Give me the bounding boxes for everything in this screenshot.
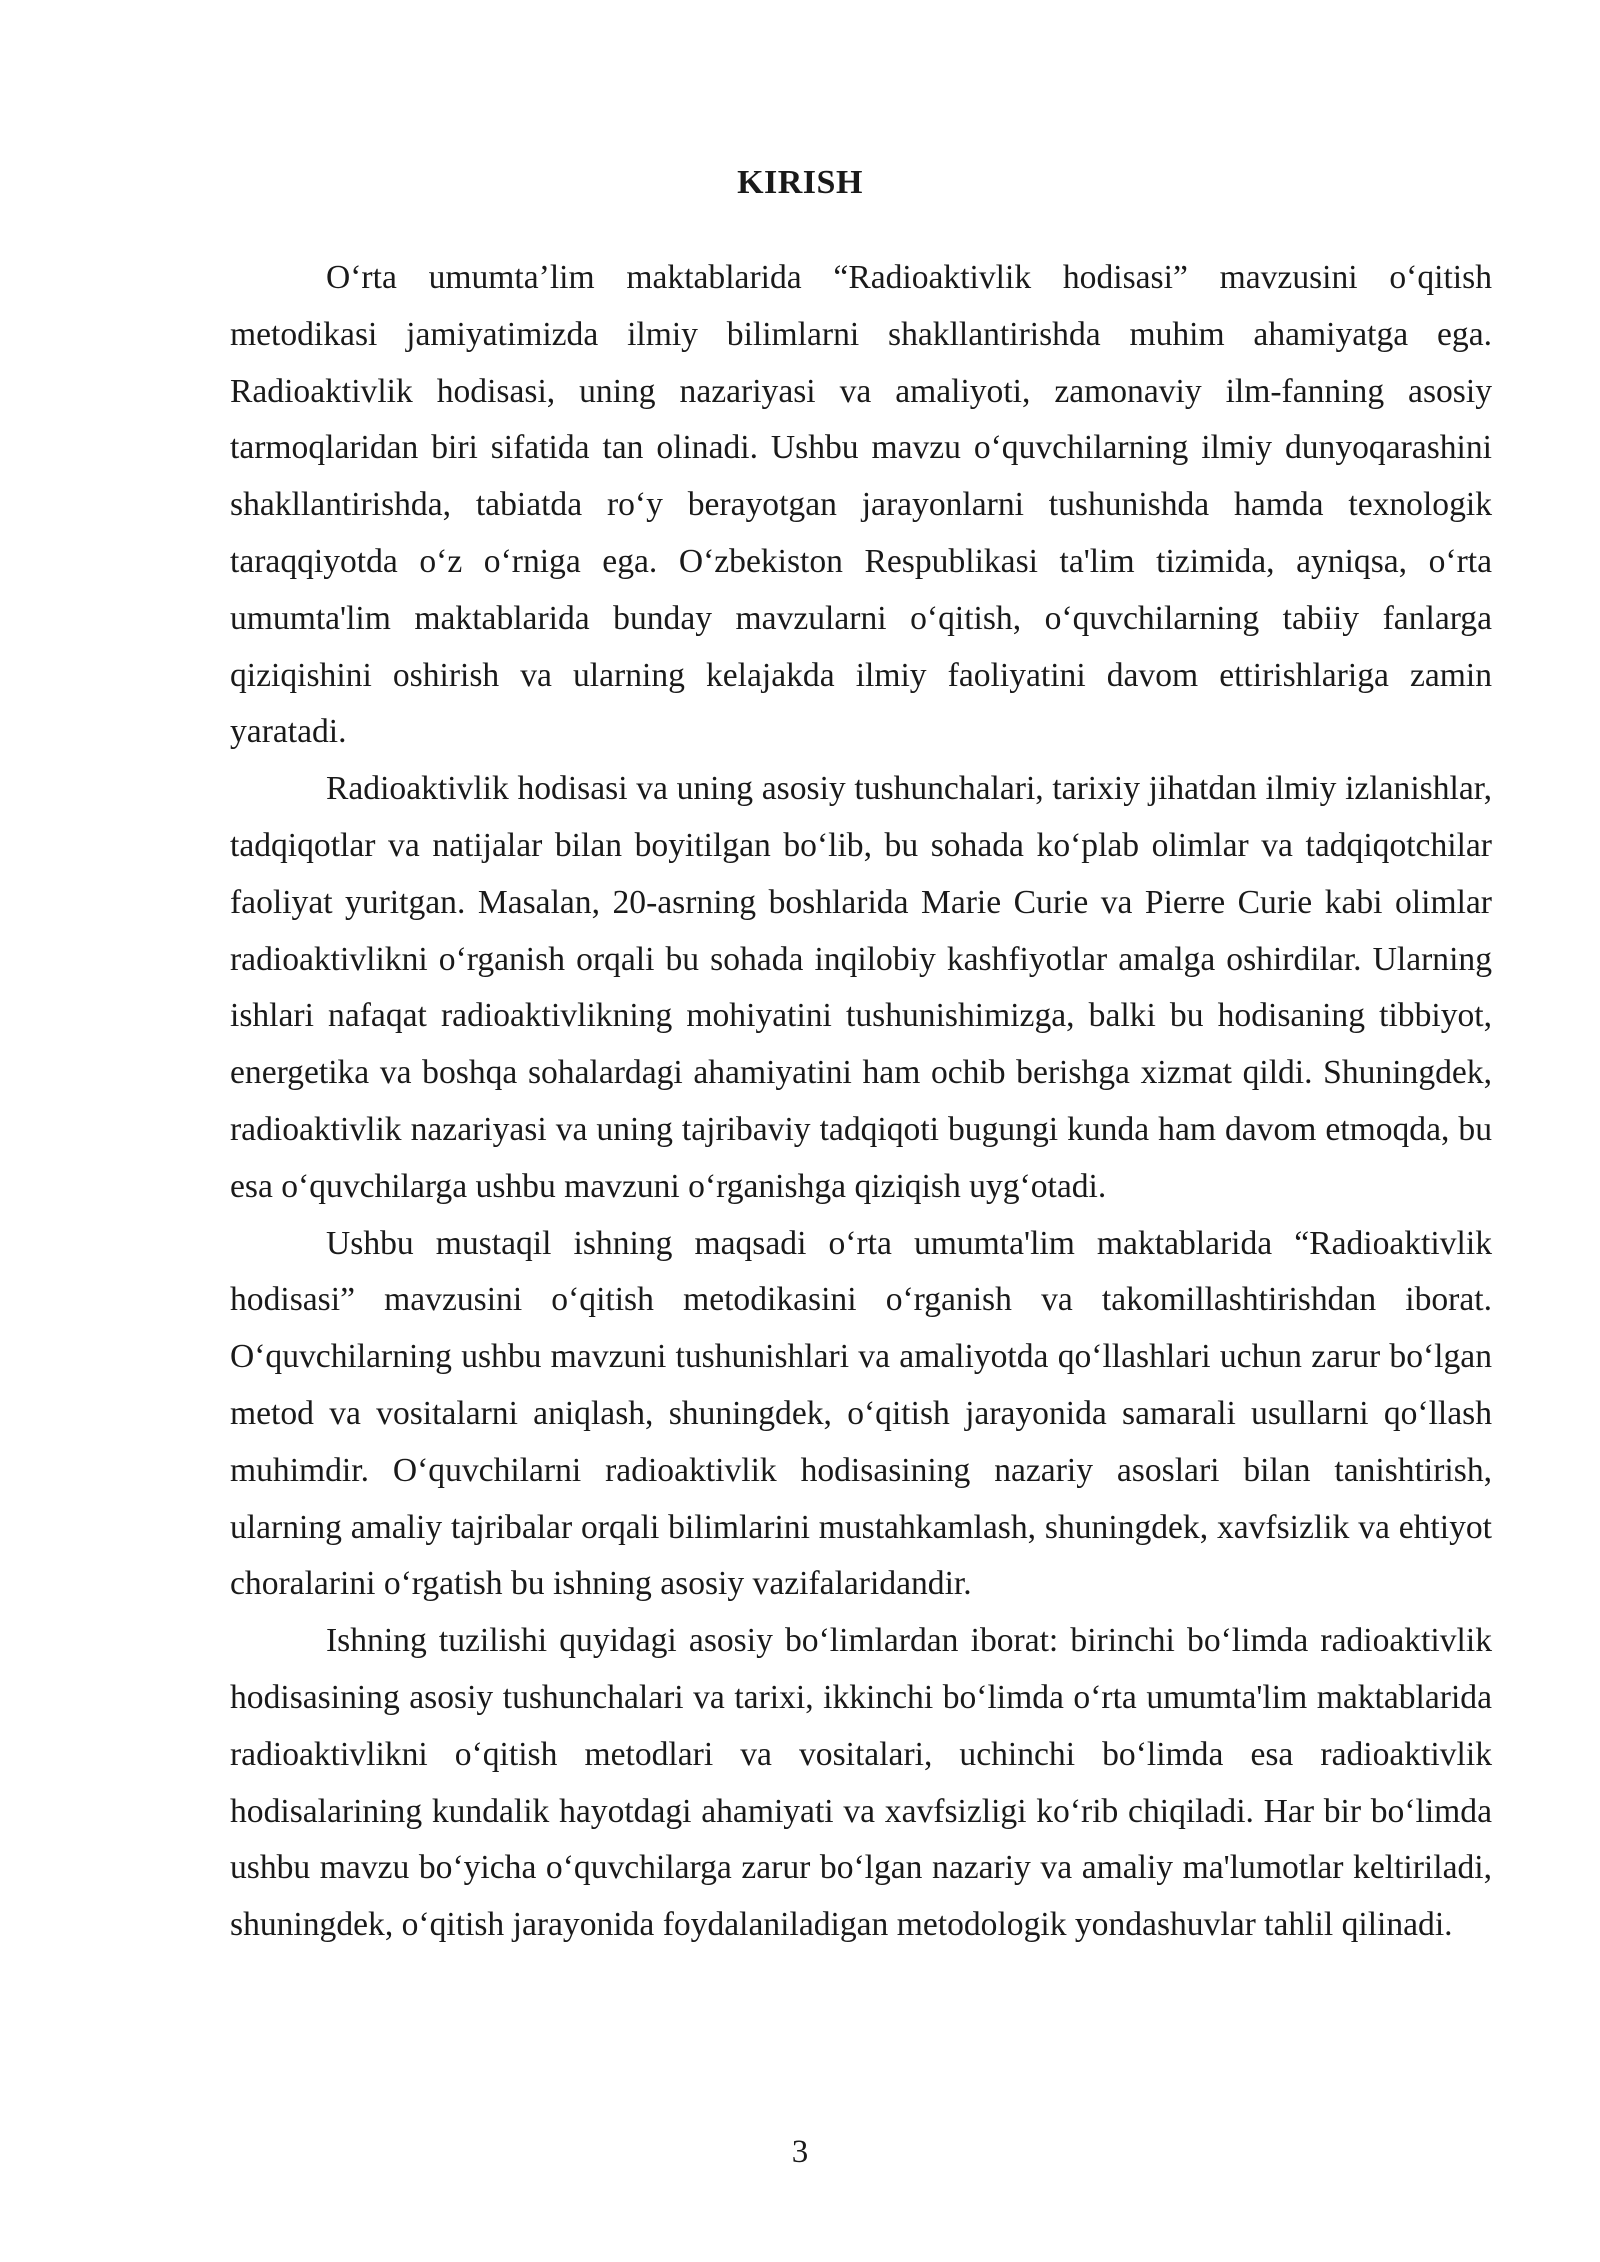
paragraph-1: O‘rta umumta’lim maktablarida “Radioaktivlik hodisasi” mavzusini o‘qitish metodikasi jamiyatimizda ilmiy bilimlarni shakllantirishda muhim ahamiyatga ega. Radioaktivlik hodisasi, uning nazariyasi va amaliyoti, zamonaviy ilm-fanning asosiy tarmoqlaridan biri sifatida tan olinadi. Ushbu mavzu o‘quvchilarning ilmiy dunyoqarashini shakllantirishda, tabiatda ro‘y berayotgan jarayonlarni tushunishda hamda texnologik taraqqiyotda o‘z o‘rniga ega. O‘zbekiston Respublikasi ta'lim tizimida, ayniqsa, o‘rta umumta'lim maktablarida bunday mavzularni o‘qitish, o‘quvchilarning tabiiy fanlarga qiziqishini oshirish va ularning kelajakda ilmiy faoliyatini davom ettirishlariga zamin yaratadi. [230, 259, 1492, 751]
page-title: KIRISH [737, 164, 863, 201]
body-text [230, 250, 1492, 1954]
page-number: 3 [791, 2134, 809, 2170]
paragraph-4: Ishning tuzilishi quyidagi asosiy bo‘limlardan iborat: birinchi bo‘limda radioaktivlik hodisasining asosiy tushunchalari va tarixi, ikkinchi bo‘limda o‘rta umumta'lim maktablarida radioaktivlikni o‘qitish metodlari va vositalari, uchinchi bo‘limda esa radioaktivlik hodisalarining kundalik hayotdagi ahamiyati va xavfsizligi ko‘rib chiqiladi. Har bir bo‘limda ushbu mavzu bo‘yicha o‘quvchilarga zarur bo‘lgan nazariy va amaliy ma'lumotlar keltiriladi, shuningdek, o‘qitish jarayonida foydalaniladigan metodologik yondashuvlar tahlil qilinadi. [230, 1622, 1492, 1944]
paragraph-2: Radioaktivlik hodisasi va uning asosiy tushunchalari, tarixiy jihatdan ilmiy izlanishlar, tadqiqotlar va natijalar bilan boyitilgan bo‘lib, bu sohada ko‘plab olimlar va tadqiqotchilar faoliyat yuritgan. Masalan, 20-asrning boshlarida Marie Curie va Pierre Curie kabi olimlar radioaktivlikni o‘rganish orqali bu sohada inqilobiy kashfiyotlar amalga oshirdilar. Ularning ishlari nafaqat radioaktivlikning mohiyatini tushunishimizga, balki bu hodisaning tibbiyot, energetika va boshqa sohalardagi ahamiyatini ham ochib berishga xizmat qildi. Shuningdek, radioaktivlik nazariyasi va uning tajribaviy tadqiqoti bugungi kunda ham davom etmoqda, bu esa o‘quvchilarga ushbu mavzuni o‘rganishga qiziqish uyg‘otadi. [230, 770, 1492, 1205]
paragraph-3: Ushbu mustaqil ishning maqsadi o‘rta umumta'lim maktablarida “Radioaktivlik hodisasi” mavzusini o‘qitish metodikasini o‘rganish va takomillashtirishdan iborat. O‘quvchilarning ushbu mavzuni tushunishlari va amaliyotda qo‘llashlari uchun zarur bo‘lgan metod va vositalarni aniqlash, shuningdek, o‘qitish jarayonida samarali usullarni qo‘llash muhimdir. O‘quvchilarni radioaktivlik hodisasining nazariy asoslari bilan tanishtirish, ularning amaliy tajribalar orqali bilimlarini mustahkamlash, shuningdek, xavfsizlik va ehtiyot choralarini o‘rgatish bu ishning asosiy vazifalaridandir. [230, 1224, 1492, 1603]
